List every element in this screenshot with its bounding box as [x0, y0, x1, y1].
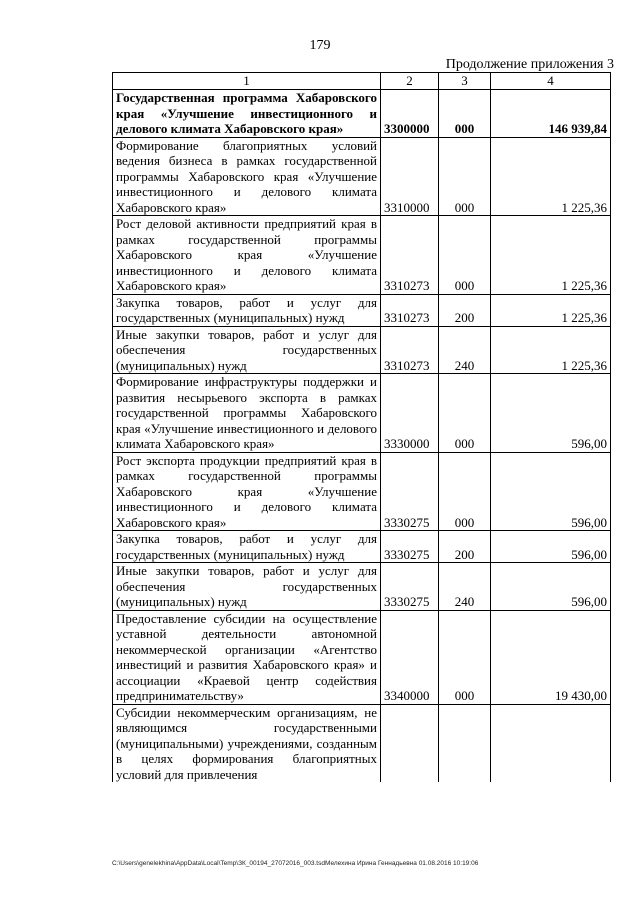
row-amount: 146 939,84: [491, 90, 611, 138]
row-code: 3310000: [381, 137, 439, 216]
row-name: Закупка товаров, работ и услуг для государственных (муниципальных) нужд: [113, 294, 381, 326]
row-type: 000: [439, 452, 491, 531]
row-code: 3310273: [381, 216, 439, 295]
row-name: Предоставление субсидии на осуществление уставной деятельности автономной некоммерческой организации «Агентство инвестиций и развития Хабаровского края» и ассоциации «Краевой центр содействия предпринимательству»: [113, 610, 381, 704]
row-amount: 1 225,36: [491, 137, 611, 216]
row-type: [439, 704, 491, 782]
column-number: 3: [439, 73, 491, 90]
budget-table: [112, 72, 611, 782]
table-row: [113, 90, 611, 138]
row-name: Рост деловой активности предприятий края в рамках государственной программы Хабаровского края «Улучшение инвестиционного и делового климата Хабаровского края»: [113, 216, 381, 295]
row-type: 240: [439, 326, 491, 374]
row-code: 3310273: [381, 326, 439, 374]
row-code: 3330275: [381, 531, 439, 563]
table-row: [113, 216, 611, 295]
row-name: Государственная программа Хабаровского края «Улучшение инвестиционного и делового климата Хабаровского края»: [113, 90, 381, 138]
row-type: 000: [439, 90, 491, 138]
row-name: Формирование благоприятных условий ведения бизнеса в рамках государственной программы Хабаровского края «Улучшение инвестиционного и делового климата Хабаровского края»: [113, 137, 381, 216]
row-amount: [491, 704, 611, 782]
row-name: Субсидии некоммерческим организациям, не являющимся государственными (муниципальными) учреждениями, созданным в целях формирования благоприятных условий для привлечения: [113, 704, 381, 782]
row-type: 000: [439, 374, 491, 453]
row-name: Иные закупки товаров, работ и услуг для обеспечения государственных (муниципальных) нужд: [113, 563, 381, 611]
row-code: 3330275: [381, 452, 439, 531]
table-row: [113, 610, 611, 704]
row-code: 3340000: [381, 610, 439, 704]
row-code: 3330000: [381, 374, 439, 453]
row-type: 200: [439, 294, 491, 326]
file-path-footer: C:\Users\genelekhina\AppData\Local\Temp\ЗК_00194_27072016_003.tsdМелехина Ирина Геннадьевна 01.08.2016 10:19:06: [112, 860, 479, 867]
row-name: Рост экспорта продукции предприятий края в рамках государственной программы Хабаровского края «Улучшение инвестиционного и делового климата Хабаровского края»: [113, 452, 381, 531]
table-row: [113, 294, 611, 326]
row-type: 240: [439, 563, 491, 611]
continuation-label: Продолжение приложения 3: [445, 57, 614, 72]
table-row: [113, 452, 611, 531]
row-name: Закупка товаров, работ и услуг для государственных (муниципальных) нужд: [113, 531, 381, 563]
row-type: 000: [439, 137, 491, 216]
row-code: 3330275: [381, 563, 439, 611]
row-name: Иные закупки товаров, работ и услуг для обеспечения государственных (муниципальных) нужд: [113, 326, 381, 374]
column-number: 4: [491, 73, 611, 90]
column-number-row: [113, 73, 611, 90]
table-row: [113, 374, 611, 453]
table-row: [113, 326, 611, 374]
row-amount: 1 225,36: [491, 326, 611, 374]
row-amount: 596,00: [491, 374, 611, 453]
table-row: [113, 531, 611, 563]
row-amount: 596,00: [491, 531, 611, 563]
row-code: [381, 704, 439, 782]
row-code: 3310273: [381, 294, 439, 326]
page-number: 179: [309, 38, 331, 53]
table-row: [113, 704, 611, 782]
table-row: [113, 563, 611, 611]
table-row: [113, 137, 611, 216]
row-amount: 596,00: [491, 452, 611, 531]
row-amount: 1 225,36: [491, 216, 611, 295]
row-amount: 1 225,36: [491, 294, 611, 326]
row-amount: 596,00: [491, 563, 611, 611]
row-type: 000: [439, 216, 491, 295]
row-type: 200: [439, 531, 491, 563]
column-number: 2: [381, 73, 439, 90]
column-number: 1: [113, 73, 381, 90]
row-code: 3300000: [381, 90, 439, 138]
row-name: Формирование инфраструктуры поддержки и развития несырьевого экспорта в рамках государственной программы Хабаровского края «Улучшение инвестиционного и делового климата Хабаровского края»: [113, 374, 381, 453]
row-type: 000: [439, 610, 491, 704]
row-amount: 19 430,00: [491, 610, 611, 704]
